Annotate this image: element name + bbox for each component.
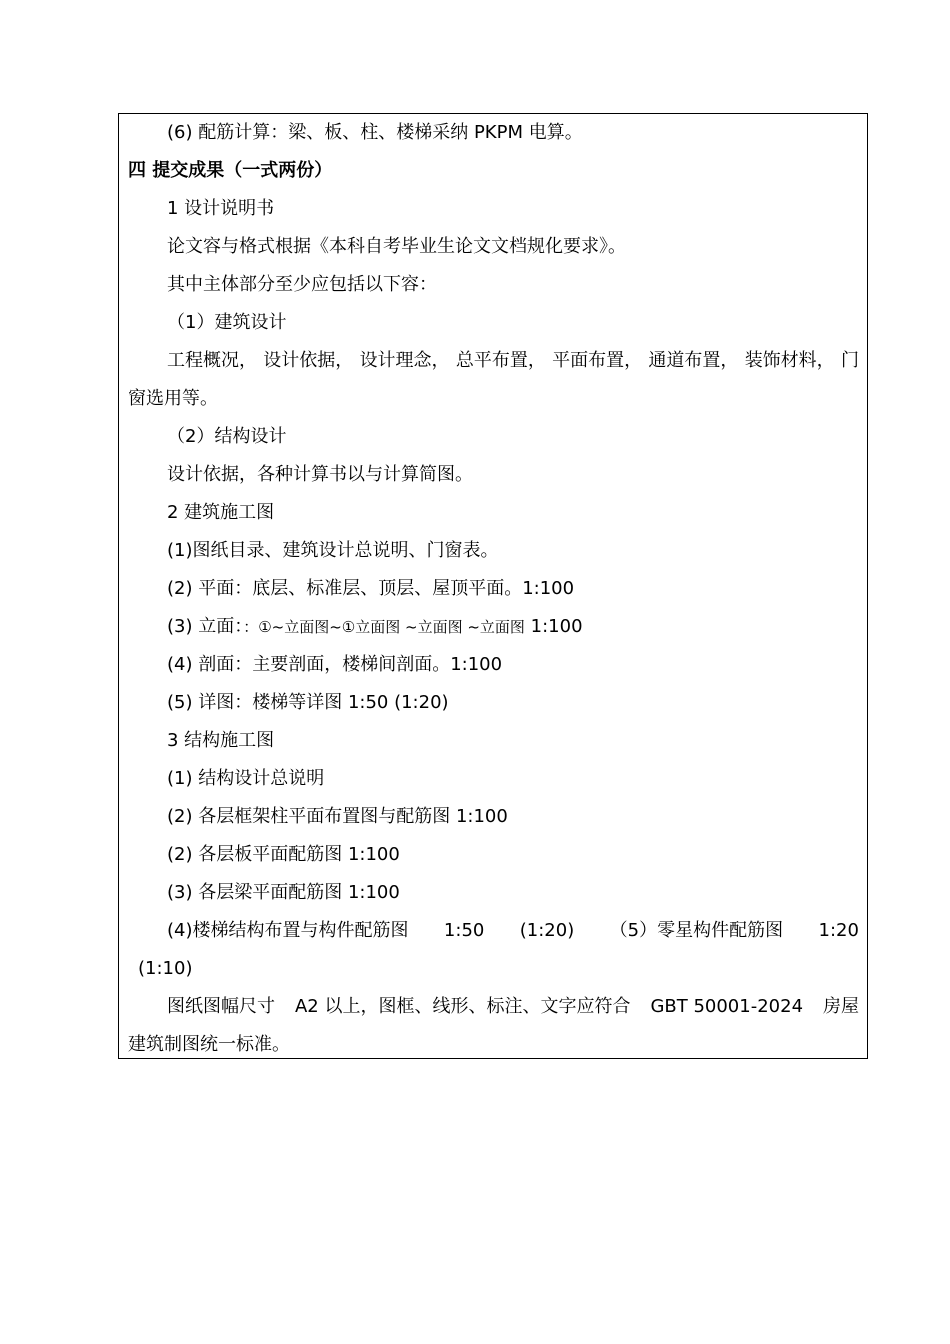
text-segment: 通道布置， [648, 350, 739, 371]
text-line: (1)图纸目录、建筑设计总说明、门窗表。 [167, 540, 499, 561]
text-segment: (3) 立面： [167, 616, 244, 637]
text-line-justified [167, 342, 859, 380]
text-segment: GBT 50001-2024 [650, 996, 804, 1017]
text-line: （1）建筑设计 [167, 312, 287, 333]
text-line: 窗选用等。 [128, 388, 218, 409]
text-segment: 总平布置， [455, 350, 546, 371]
content-table-cell [118, 113, 868, 1059]
text-segment: A2 以上，图框、线形、标注、文字应符合 [294, 996, 631, 1017]
text-line: 3 结构施工图 [167, 730, 275, 751]
text-line: (1:10) [138, 958, 193, 979]
text-segment: 工程概况， [167, 350, 257, 371]
text-line: (3) 各层梁平面配筋图 1:100 [167, 882, 400, 903]
text-line: 建筑制图统一标准。 [128, 1034, 290, 1055]
text-line: (2) 平面：底层、标准层、顶层、屋顶平面。1:100 [167, 578, 575, 599]
text-segment: 房屋 [822, 996, 859, 1017]
text-line-justified [167, 988, 859, 1026]
text-segment: 门 [840, 350, 859, 371]
text-line: (5) 详图：楼梯等详图 1:50 (1:20) [167, 692, 449, 713]
text-line: (1) 结构设计总说明 [167, 768, 325, 789]
text-segment: (4)楼梯结构布置与构件配筋图 [167, 920, 409, 941]
text-segment: 1:50 [443, 920, 485, 941]
text-line: (4) 剖面：主要剖面，楼梯间剖面。1:100 [167, 654, 503, 675]
text-segment: 图纸图幅尺寸 [167, 996, 275, 1017]
text-segment: 1:20 [818, 920, 859, 941]
text-line: (2) 各层板平面配筋图 1:100 [167, 844, 400, 865]
text-segment: （5）零星构件配筋图 [609, 920, 784, 941]
text-segment: 设计理念， [359, 350, 450, 371]
text-segment: 平面布置， [552, 350, 643, 371]
text-line: 设计依据，各种计算书以与计算简图。 [167, 464, 473, 485]
text-line: 其中主体部分至少应包括以下容： [167, 274, 437, 295]
text-segment: (1:20) [519, 920, 575, 941]
text-line: 1 设计说明书 [167, 198, 275, 219]
text-line: （2）结构设计 [167, 426, 287, 447]
text-line: (6) 配筋计算：梁、板、柱、楼梯采纳 PKPM 电算。 [167, 122, 583, 143]
text-line: (2) 各层框架柱平面布置图与配筋图 1:100 [167, 806, 508, 827]
text-line: 论文容与格式根据《本科自考毕业生论文文档规化要求》。 [167, 236, 626, 257]
text-segment: 1:100 [524, 616, 583, 637]
text-segment: 设计依据， [263, 350, 354, 371]
text-segment: 装饰材料， [744, 350, 835, 371]
text-line: 2 建筑施工图 [167, 502, 275, 523]
text-line-justified [167, 912, 859, 950]
section-heading: 四 提交成果（一式两份） [128, 160, 333, 181]
text-line [167, 608, 583, 646]
text-segment: ：①~立面图~①立面图 ~立面图 ~立面图 [243, 618, 525, 636]
